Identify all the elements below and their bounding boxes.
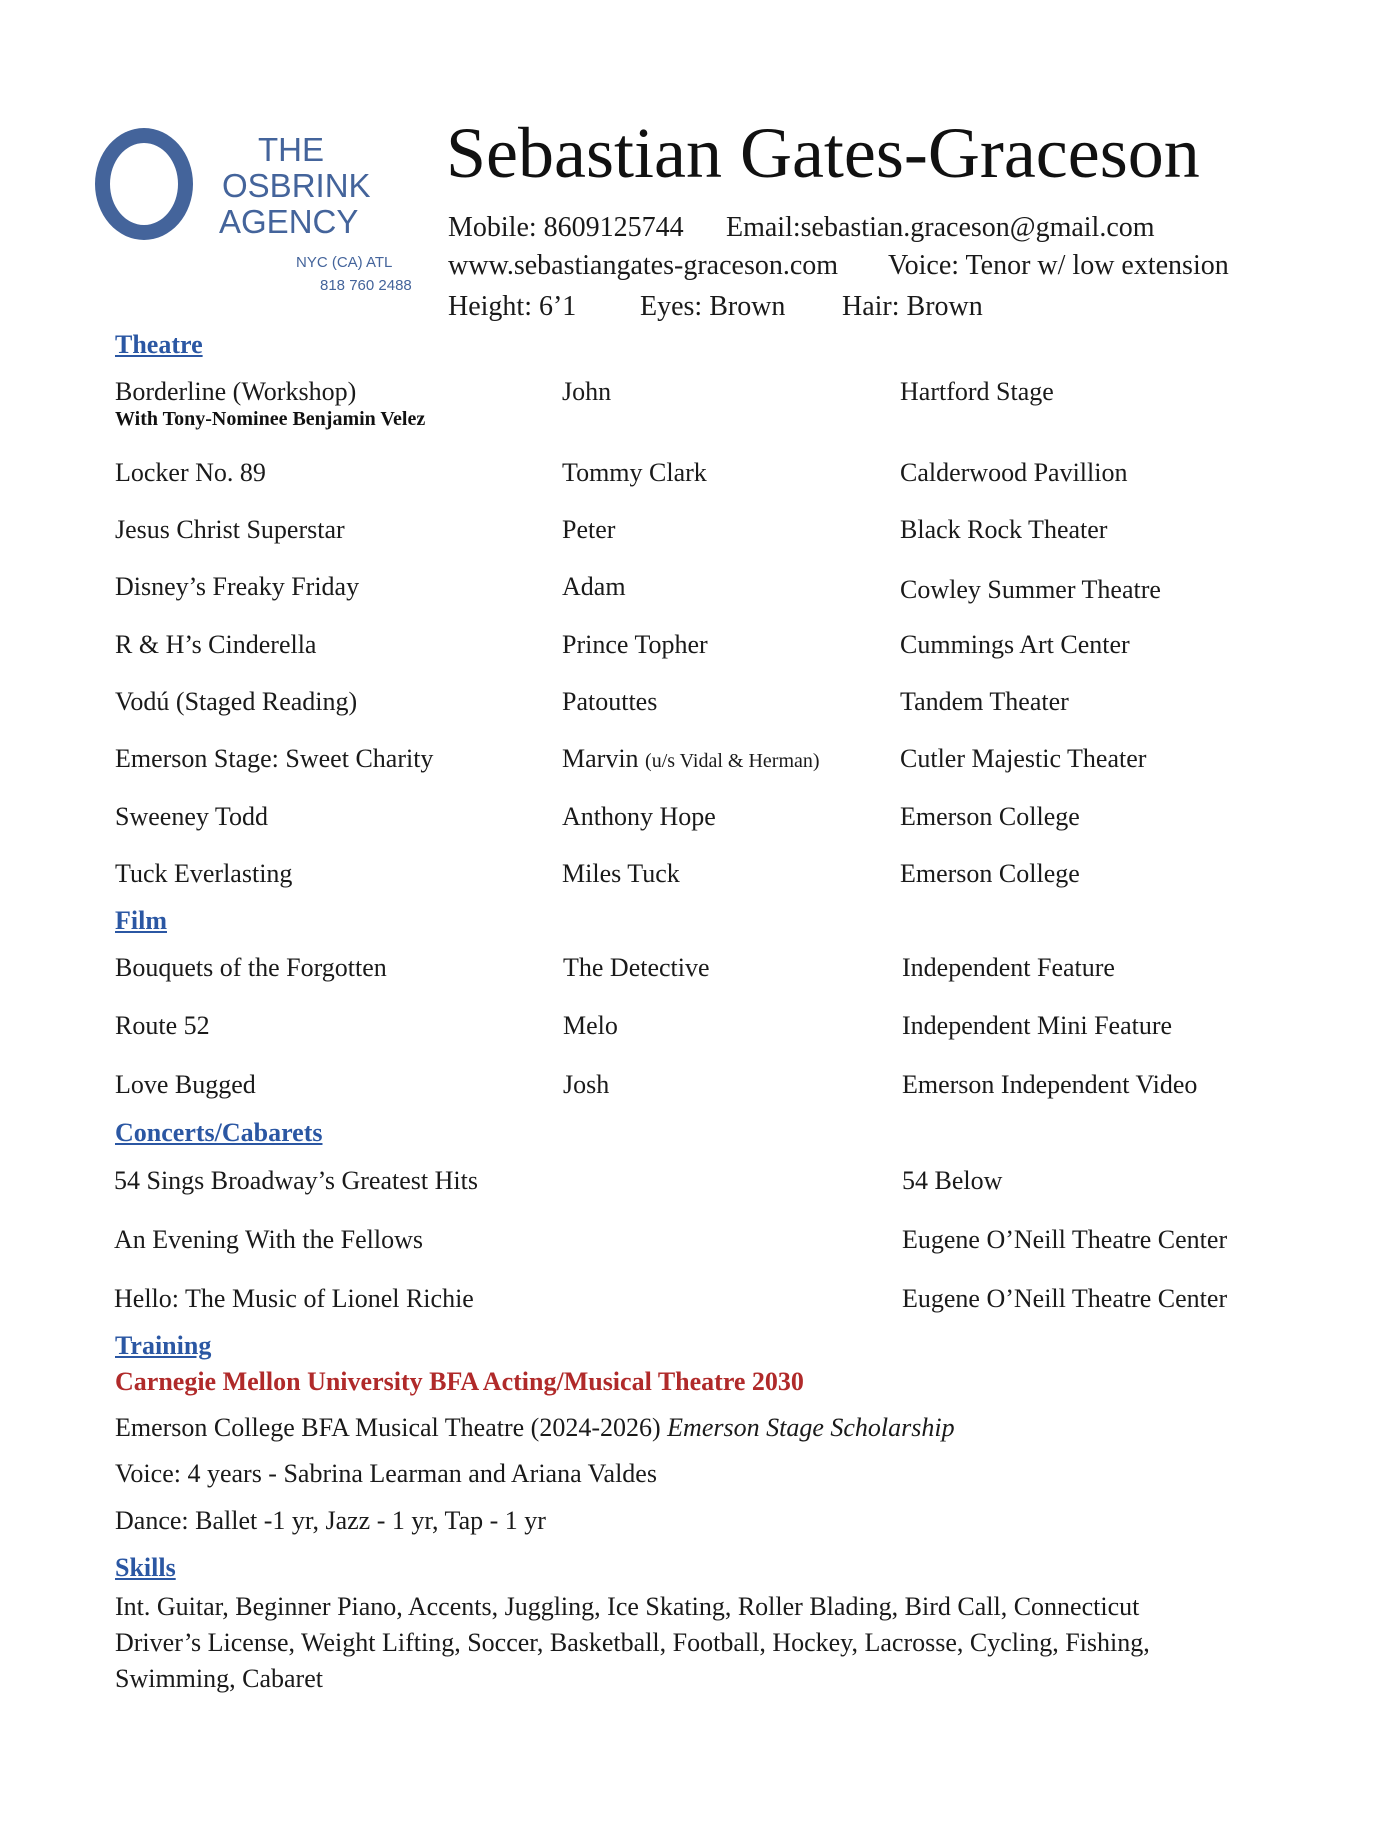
theatre-role: Anthony Hope — [562, 802, 716, 831]
concert-venue: Eugene O’Neill Theatre Center — [902, 1225, 1228, 1254]
eyes: Eyes: Brown — [640, 291, 786, 322]
concert-title: 54 Sings Broadway’s Greatest Hits — [114, 1166, 478, 1195]
theatre-role: Miles Tuck — [562, 859, 680, 888]
film-venue: Independent Mini Feature — [902, 1011, 1173, 1040]
film-title: Love Bugged — [115, 1070, 256, 1099]
concert-venue: Eugene O’Neill Theatre Center — [902, 1284, 1228, 1313]
theatre-title: Jesus Christ Superstar — [115, 515, 345, 544]
agency-line-the: THE — [258, 131, 324, 168]
theatre-venue: Calderwood Pavillion — [900, 458, 1128, 487]
theatre-role: John — [562, 377, 612, 406]
film-role: Josh — [563, 1070, 610, 1099]
theatre-title: Emerson Stage: Sweet Charity — [115, 744, 434, 773]
section-heading-concerts: Concerts/Cabarets — [115, 1118, 323, 1147]
theatre-title: Borderline (Workshop) — [115, 377, 357, 406]
section-heading-film: Film — [115, 906, 167, 935]
theatre-venue: Hartford Stage — [900, 377, 1054, 406]
theatre-title: Disney’s Freaky Friday — [115, 572, 360, 601]
training-emerson-program: Emerson College BFA Musical Theatre (2024-2026) — [115, 1413, 661, 1442]
film-role: The Detective — [563, 953, 710, 982]
email: Email:sebastian.graceson@gmail.com — [726, 212, 1155, 243]
theatre-venue: Cowley Summer Theatre — [900, 575, 1161, 604]
voice-type: Voice: Tenor w/ low extension — [888, 250, 1229, 281]
theatre-title: Tuck Everlasting — [115, 859, 293, 888]
agency-cities: NYC (CA) ATL — [296, 254, 393, 271]
theatre-role: Tommy Clark — [562, 458, 707, 487]
theatre-venue: Cutler Majestic Theater — [900, 744, 1147, 773]
concert-title: Hello: The Music of Lionel Richie — [114, 1284, 474, 1313]
theatre-title: Vodú (Staged Reading) — [115, 687, 358, 716]
training-emerson-award: Emerson Stage Scholarship — [667, 1413, 955, 1442]
section-heading-training: Training — [115, 1331, 212, 1360]
training-voice: Voice: 4 years - Sabrina Learman and Ariana Valdes — [115, 1459, 657, 1488]
theatre-venue: Emerson College — [900, 802, 1080, 831]
theatre-credit-note: With Tony-Nominee Benjamin Velez — [115, 408, 426, 430]
training-emerson — [115, 1413, 955, 1443]
theatre-role: Peter — [562, 515, 616, 544]
website: www.sebastiangates-graceson.com — [448, 250, 839, 281]
theatre-venue: Black Rock Theater — [900, 515, 1108, 544]
film-venue: Independent Feature — [902, 953, 1115, 982]
theatre-venue: Tandem Theater — [900, 687, 1069, 716]
agency-line-agency: AGENCY — [219, 203, 359, 240]
hair: Hair: Brown — [842, 291, 983, 322]
skills-list: Int. Guitar, Beginner Piano, Accents, Juggling, Ice Skating, Roller Blading, Bird Call, Connecticut Driver’s License, Weight Lifting, Soccer, Basketball, Football, Hockey, Lacrosse, Cycling, Fishing, Swimming, Cabaret — [115, 1592, 1150, 1693]
agency-line-osbrink: OSBRINK — [222, 167, 371, 204]
height: Height: 6’1 — [448, 291, 577, 322]
theatre-title: Locker No. 89 — [115, 458, 266, 487]
mobile: Mobile: 8609125744 — [448, 212, 684, 243]
training-highlight: Carnegie Mellon University BFA Acting/Musical Theatre 2030 — [115, 1367, 804, 1396]
theatre-role-name: Marvin — [562, 744, 639, 773]
film-venue: Emerson Independent Video — [902, 1070, 1198, 1099]
film-title: Route 52 — [115, 1011, 210, 1040]
theatre-role-understudy: (u/s Vidal & Herman) — [645, 750, 820, 772]
theatre-title: R & H’s Cinderella — [115, 630, 317, 659]
theatre-role: Patouttes — [562, 687, 658, 716]
concert-title: An Evening With the Fellows — [114, 1225, 424, 1254]
theatre-role — [562, 744, 820, 774]
concert-venue: 54 Below — [902, 1166, 1003, 1195]
film-role: Melo — [563, 1011, 618, 1040]
theatre-venue: Cummings Art Center — [900, 630, 1130, 659]
theatre-venue: Emerson College — [900, 859, 1080, 888]
theatre-role: Prince Topher — [562, 630, 708, 659]
theatre-role: Adam — [562, 572, 626, 601]
agency-logo-o — [95, 128, 193, 240]
performer-name: Sebastian Gates-Graceson — [446, 113, 1200, 193]
section-heading-skills: Skills — [115, 1553, 176, 1582]
section-heading-theatre: Theatre — [115, 330, 203, 359]
agency-phone: 818 760 2488 — [320, 277, 412, 294]
training-dance: Dance: Ballet -1 yr, Jazz - 1 yr, Tap - 1 yr — [115, 1506, 546, 1535]
theatre-title: Sweeney Todd — [115, 802, 268, 831]
film-title: Bouquets of the Forgotten — [115, 953, 387, 982]
